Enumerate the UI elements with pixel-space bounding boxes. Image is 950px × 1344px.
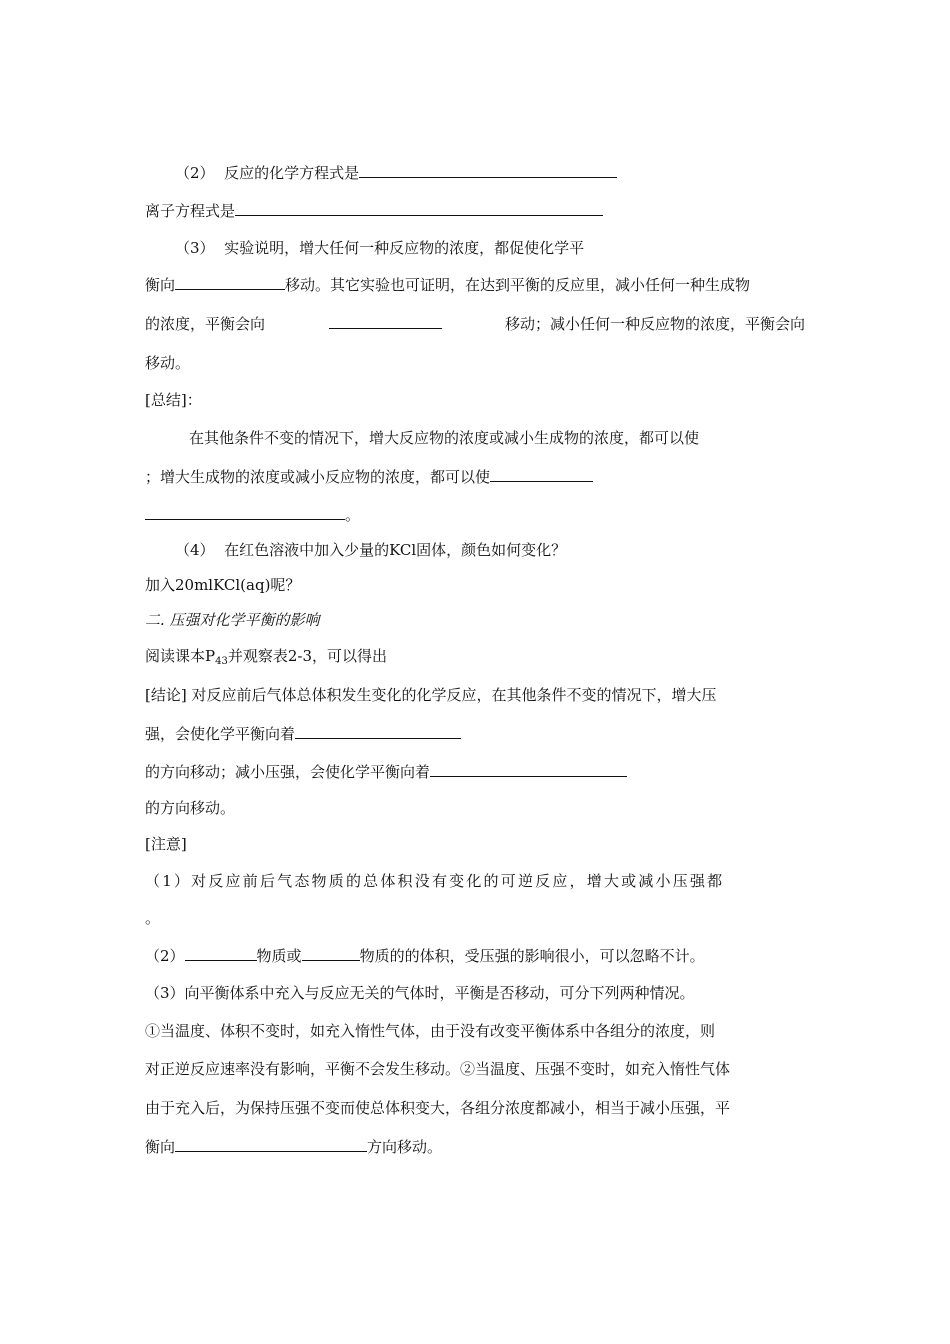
text-line	[145, 946, 705, 966]
conclusion-line	[145, 685, 716, 705]
fill-blank[interactable]	[430, 762, 627, 777]
text: 移动。	[145, 354, 191, 372]
text: 衡向	[145, 1138, 176, 1156]
text-line	[145, 1137, 442, 1157]
item-number: （2）	[175, 164, 215, 182]
fill-blank[interactable]	[145, 505, 345, 520]
text: [结论] 对反应前后气体总体积发生变化的化学反应，在其他条件不变的情况下，增大压	[145, 686, 717, 704]
text-line	[145, 798, 235, 818]
text: 离子方程式是	[145, 202, 236, 220]
fill-blank[interactable]	[302, 946, 360, 961]
fill-blank[interactable]	[175, 1137, 367, 1152]
text: 对正逆反应速率没有影响，平衡不会发生移动。②当温度、压强不变时，如充入惰性气体	[145, 1060, 731, 1078]
text: 物质的的体积，受压强的影响很小，可以忽略不计。	[359, 947, 705, 965]
item-3-line	[175, 238, 584, 258]
text: （3）向平衡体系中充入与反应无关的气体时，平衡是否移动，可分下列两种情况。	[145, 984, 695, 1002]
summary-heading	[145, 390, 202, 410]
text: 在红色溶液中加入少量的KCl固体，颜色如何变化？	[224, 541, 567, 559]
text-line	[145, 1059, 730, 1079]
text-line	[145, 983, 695, 1003]
text-line	[145, 353, 190, 373]
text-line	[189, 428, 699, 448]
text-line	[145, 467, 593, 487]
text-line	[145, 762, 627, 782]
text-line	[145, 724, 461, 744]
text: 方向移动。	[367, 1138, 443, 1156]
text: 并观察表2-3，可以得出	[227, 647, 387, 665]
fill-blank[interactable]	[185, 946, 257, 961]
text-line	[145, 646, 387, 672]
text: 二. 压强对化学平衡的影响	[145, 611, 320, 629]
text: 衡向	[145, 276, 176, 294]
text: 。	[145, 909, 161, 927]
item-number: （4）	[175, 541, 215, 559]
text: （2）	[145, 947, 185, 965]
text: [注意]	[145, 835, 187, 853]
text-line	[145, 871, 805, 891]
text: 阅读课本P	[145, 647, 216, 665]
text: 实验说明，增大任何一种反应物的浓度，都促使化学平	[224, 239, 585, 257]
text-line	[145, 314, 805, 334]
item-2-line	[175, 163, 617, 183]
text: 在其他条件不变的情况下，增大反应物的浓度或减小生成物的浓度，都可以使	[189, 429, 700, 447]
text-line	[145, 908, 160, 928]
text-line	[145, 1098, 730, 1118]
text: 强，会使化学平衡向着	[145, 725, 296, 743]
section-heading	[145, 610, 320, 630]
text: 移动。其它实验也可证明，在达到平衡的反应里，减小任何一种生成物	[285, 276, 751, 294]
fill-blank[interactable]	[490, 467, 593, 482]
text: 的方向移动；减小压强，会使化学平衡向着	[145, 763, 431, 781]
text: ；增大生成物的浓度或减小反应物的浓度，都可以使	[145, 468, 491, 486]
text: [总结]：	[145, 391, 202, 409]
text: 加入20mlKCl(aq)呢？	[145, 576, 301, 594]
text: （1）对反应前后气态物质的总体积没有变化的可逆反应，增大或减小压强都	[145, 872, 725, 890]
text-line	[145, 505, 360, 525]
item-number: （3）	[175, 239, 215, 257]
text: ①当温度、体积不变时，如充入惰性气体，由于没有改变平衡体系中各组分的浓度，则	[145, 1022, 716, 1040]
fill-blank[interactable]	[329, 314, 442, 329]
text: 的方向移动。	[145, 799, 236, 817]
notes-heading	[145, 834, 187, 854]
fill-blank[interactable]	[295, 724, 461, 739]
text: 。	[345, 506, 361, 524]
text: 物质或	[256, 947, 302, 965]
text-line	[145, 275, 750, 295]
fill-blank[interactable]	[235, 201, 603, 216]
text: 由于充入后，为保持压强不变而使总体积变大，各组分浓度都减小，相当于减小压强，平	[145, 1099, 731, 1117]
item-text: 反应的化学方程式是	[224, 164, 360, 182]
subscript: 43	[215, 656, 228, 667]
ionic-equation-line	[145, 201, 603, 221]
text-line	[145, 1021, 715, 1041]
text: 移动；减小任何一种反应物的浓度，平衡会向	[504, 315, 805, 333]
text: 的浓度，平衡会向	[145, 315, 266, 333]
text-line	[145, 575, 300, 595]
item-4-line	[175, 540, 566, 560]
fill-blank[interactable]	[359, 163, 617, 178]
fill-blank[interactable]	[175, 275, 285, 290]
